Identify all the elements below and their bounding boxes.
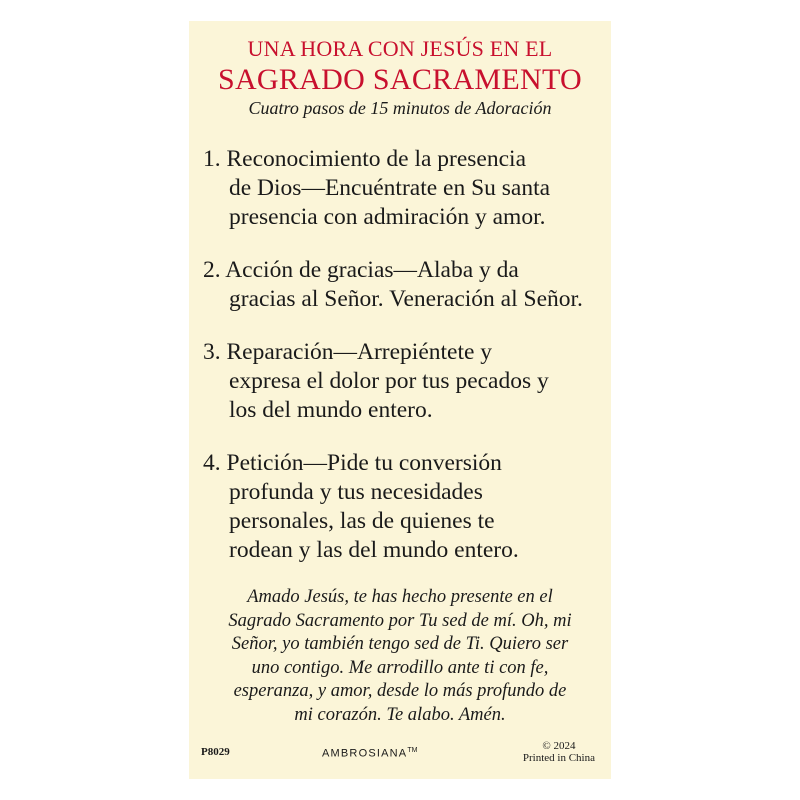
step-line: 1. Reconocimiento de la presencia [203,146,526,172]
prayer-line: uno contigo. Me arrodillo ante ti con fe, [251,657,549,678]
copyright-text: © 2024 [542,740,576,752]
prayer-line: mi corazón. Te alabo. Amén. [294,704,506,725]
trademark-mark: TM [407,747,418,754]
step-item [203,338,603,425]
step-line: los del mundo entero. [229,397,433,423]
step-line: de Dios—Encuéntrate en Su santa [229,175,551,201]
card-title-line1: UNA HORA CON JESÚS EN EL [247,36,553,61]
printed-in-text: Printed in China [522,752,595,764]
step-item [203,449,603,565]
step-line: 4. Petición—Pide tu conversión [203,450,502,476]
prayer-line: Amado Jesús, te has hecho presente en el [247,587,553,607]
step-line: 3. Reparación—Arrepiéntete y [203,339,493,365]
card-title-line2: SAGRADO SACRAMENTO [217,63,583,96]
prayer-line: esperanza, y amor, desde lo más profundo de [233,681,567,701]
step-line: presencia con admiración y amor. [229,204,546,230]
steps-list [203,145,603,589]
step-line: profunda y tus necesidades [229,479,483,505]
brand-logo [322,747,417,760]
step-item [203,145,603,232]
copyright-block [523,740,595,764]
step-line: expresa el dolor por tus pecados y [229,368,549,394]
step-line: personales, las de quienes te [229,508,495,534]
prayer-line: Sagrado Sacramento por Tu sed de mí. Oh, mi [228,610,572,631]
step-item [203,256,603,314]
prayer-line: Señor, yo también tengo sed de Ti. Quiero ser [231,634,569,654]
card-subtitle: Cuatro pasos de 15 minutos de Adoración [248,98,552,118]
prayer-card [189,21,611,779]
prayer-text [189,586,611,727]
step-line: gracias al Señor. Veneración al Señor. [229,286,583,312]
product-code: P8029 [201,746,230,758]
step-line: 2. Acción de gracias—Alaba y da [203,257,519,283]
step-line: rodean y las del mundo entero. [229,537,519,563]
brand-name: AMBROSIANA [322,747,408,760]
